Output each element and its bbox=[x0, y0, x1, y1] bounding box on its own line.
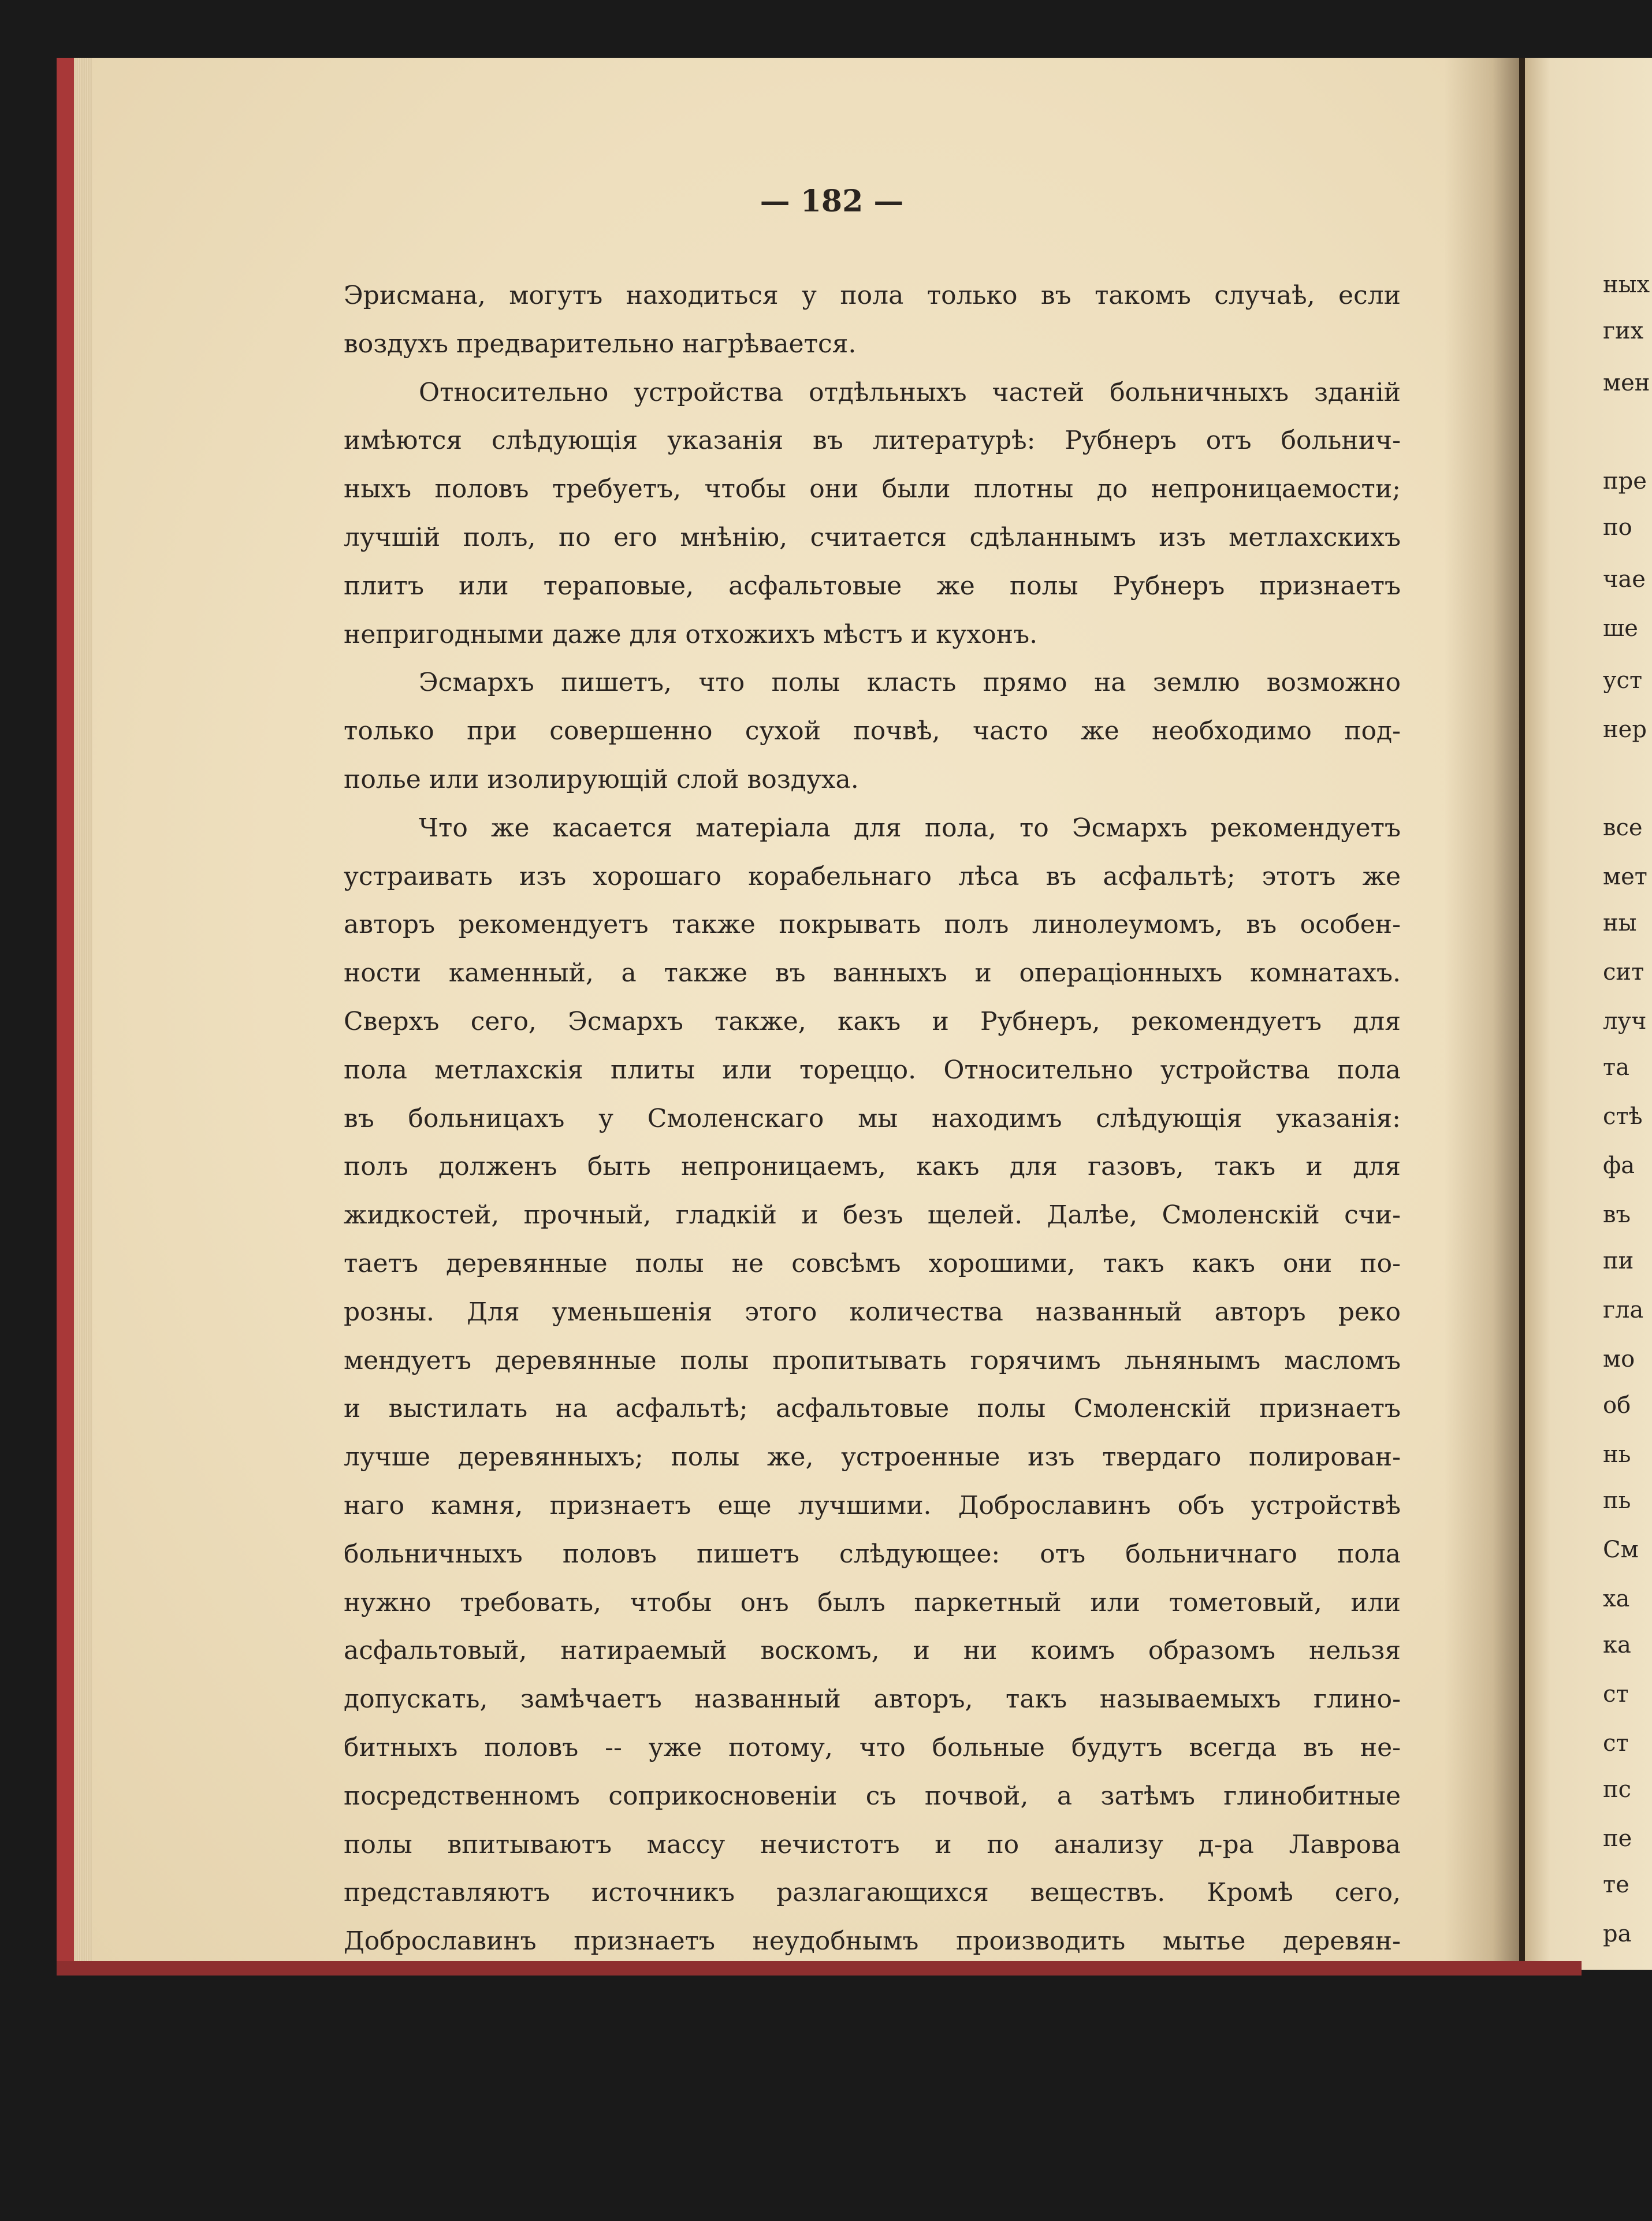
right-page-text-fragment: пе bbox=[1603, 1825, 1632, 1852]
text-line: Что же касается матеріала для пола, то Эсмархъ рекомендуетъ bbox=[419, 813, 1401, 843]
right-page-text-fragment: гла bbox=[1603, 1297, 1644, 1323]
text-line: больничныхъ половъ пишетъ слѣдующее: отъ больничнаго пола bbox=[344, 1539, 1401, 1569]
right-page-text-fragment: гих bbox=[1603, 318, 1644, 344]
right-page-text-fragment: пре bbox=[1603, 468, 1647, 494]
text-line: полы впитываютъ массу нечистотъ и по анализу д-ра Лаврова bbox=[344, 1829, 1401, 1859]
text-line: Сверхъ сего, Эсмархъ также, какъ и Рубнеръ, рекомендуетъ для bbox=[344, 1006, 1401, 1036]
right-page-text-fragment: ст bbox=[1603, 1681, 1629, 1707]
right-page-text-fragment: луч bbox=[1603, 1008, 1647, 1035]
text-line: устраивать изъ хорошаго корабельнаго лѣса въ асфальтѣ; этотъ же bbox=[344, 861, 1401, 891]
text-line: въ больницахъ у Смоленскаго мы находимъ слѣдующія указанія: bbox=[344, 1103, 1401, 1133]
right-page-text-fragment: мет bbox=[1603, 864, 1647, 890]
right-page-text-fragment: та bbox=[1603, 1054, 1629, 1081]
text-line: имѣются слѣдующія указанія въ литературѣ: Рубнеръ отъ больнич- bbox=[344, 426, 1401, 456]
right-page-text-fragment: См bbox=[1603, 1537, 1639, 1563]
right-page-text-fragment: ны bbox=[1603, 910, 1637, 936]
right-page-text-fragment: чае bbox=[1603, 566, 1646, 593]
right-page-text-fragment: по bbox=[1603, 514, 1632, 541]
text-line: полье или изолирующій слой воздуха. bbox=[344, 764, 859, 794]
right-page-text-fragment: ст bbox=[1603, 1730, 1629, 1757]
text-line: только при совершенно сухой почвѣ, часто же необходимо под- bbox=[344, 716, 1401, 746]
book-gutter-shadow bbox=[1444, 58, 1525, 1961]
right-page-text-fragment: ха bbox=[1603, 1586, 1630, 1612]
text-line: Эсмархъ пишетъ, что полы класть прямо на землю возможно bbox=[419, 668, 1401, 698]
right-page-text-fragment: фа bbox=[1603, 1152, 1635, 1179]
text-line: непригодными даже для отхожихъ мѣстъ и кухонъ. bbox=[344, 619, 1038, 649]
right-page-text-fragment: нер bbox=[1603, 716, 1647, 743]
text-line: мендуетъ деревянные полы пропитывать горячимъ льнянымъ масломъ bbox=[344, 1345, 1401, 1375]
text-line: асфальтовый, натираемый воскомъ, и ни коимъ образомъ нельзя bbox=[344, 1636, 1401, 1666]
right-page-text-fragment: нь bbox=[1603, 1441, 1631, 1468]
book-cover-edge bbox=[57, 58, 74, 1970]
text-line: лучше деревянныхъ; полы же, устроенные изъ твердаго полирован- bbox=[344, 1442, 1401, 1472]
right-page-text-fragment: ра bbox=[1603, 1921, 1632, 1947]
right-page-text-fragment: те bbox=[1603, 1872, 1629, 1898]
right-page-text-fragment: сит bbox=[1603, 959, 1644, 985]
text-line: таетъ деревянные полы не совсѣмъ хорошими, такъ какъ они по- bbox=[344, 1248, 1401, 1278]
text-line: Относительно устройства отдѣльныхъ частей больничныхъ зданій bbox=[419, 377, 1401, 407]
text-line: и выстилать на асфальтѣ; асфальтовые полы Смоленскій признаетъ bbox=[344, 1394, 1401, 1424]
text-line: ныхъ половъ требуетъ, чтобы они были плотны до непроницаемости; bbox=[344, 474, 1401, 504]
right-page-text-fragment: пс bbox=[1603, 1776, 1632, 1803]
right-page-text-fragment: об bbox=[1603, 1392, 1631, 1419]
right-page-text-fragment: ных bbox=[1603, 271, 1650, 298]
right-page-text-fragment: уст bbox=[1603, 667, 1643, 694]
text-line: представляютъ источникъ разлагающихся веществъ. Кромѣ сего, bbox=[344, 1878, 1401, 1908]
right-page-text-fragment: пи bbox=[1603, 1248, 1634, 1274]
right-page-text-fragment: пь bbox=[1603, 1487, 1631, 1514]
right-page-text-fragments bbox=[1603, 0, 1652, 1964]
text-line: авторъ рекомендуетъ также покрывать полъ линолеумомъ, въ особен- bbox=[344, 910, 1401, 940]
text-line: полъ долженъ быть непроницаемъ, какъ для газовъ, такъ и для bbox=[344, 1152, 1401, 1182]
text-line: жидкостей, прочный, гладкій и безъ щелей. Далѣе, Смоленскій счи- bbox=[344, 1200, 1401, 1230]
text-line: битныхъ половъ -- уже потому, что больные будутъ всегда въ не- bbox=[344, 1732, 1401, 1762]
text-line: воздухъ предварительно нагрѣвается. bbox=[344, 329, 857, 359]
text-line: Доброславинъ признаетъ неудобнымъ производить мытье деревян- bbox=[344, 1926, 1401, 1956]
right-page-text-fragment: мен bbox=[1603, 370, 1650, 396]
text-line: наго камня, признаетъ еще лучшими. Доброславинъ объ устройствѣ bbox=[344, 1490, 1401, 1520]
text-line: пола метлахскія плиты или тореццо. Относительно устройства пола bbox=[344, 1055, 1401, 1085]
right-page-text-fragment: ка bbox=[1603, 1632, 1631, 1658]
text-line: нужно требовать, чтобы онъ былъ паркетный или тометовый, или bbox=[344, 1587, 1401, 1617]
text-line: посредственномъ соприкосновеніи съ почвой, а затѣмъ глинобитные bbox=[344, 1781, 1401, 1811]
right-page-text-fragment: ше bbox=[1603, 615, 1638, 642]
text-line: лучшій полъ, по его мнѣнію, считается сдѣланнымъ изъ метлахскихъ bbox=[344, 522, 1401, 552]
right-page-text-fragment: мо bbox=[1603, 1346, 1635, 1372]
right-page-text-fragment: все bbox=[1603, 814, 1643, 841]
text-line: розны. Для уменьшенія этого количества названный авторъ реко bbox=[344, 1297, 1401, 1327]
text-line: Эрисмана, могутъ находиться у пола только въ такомъ случаѣ, если bbox=[344, 281, 1401, 310]
page-number: — 182 — bbox=[760, 184, 904, 219]
page-body-text bbox=[344, 271, 1401, 1966]
right-page-text-fragment: въ bbox=[1603, 1201, 1631, 1228]
text-line: плитъ или тераповые, асфальтовые же полы Рубнеръ признаетъ bbox=[344, 571, 1401, 601]
text-line: ности каменный, а также въ ванныхъ и операціонныхъ комнатахъ. bbox=[344, 958, 1401, 988]
text-line: допускать, замѣчаетъ названный авторъ, такъ называемыхъ глино- bbox=[344, 1684, 1401, 1714]
right-page-text-fragment: стѣ bbox=[1603, 1103, 1643, 1130]
